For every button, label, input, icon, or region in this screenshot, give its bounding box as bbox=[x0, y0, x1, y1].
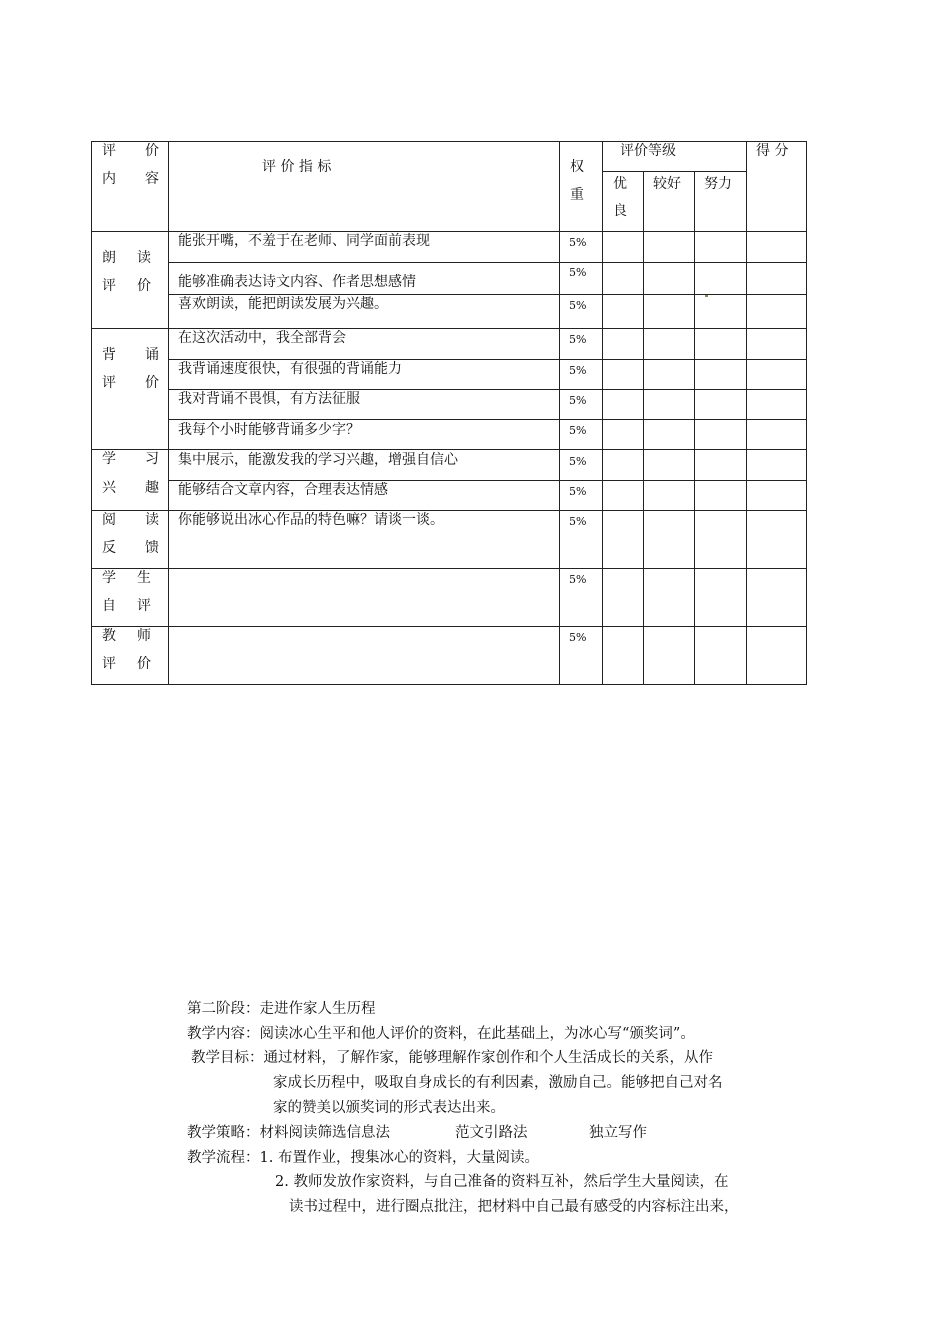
teaching-goal-line-2: 家成长历程中，吸取自身成长的有利因素，激励自己。能够把自己对名 bbox=[273, 1075, 723, 1091]
group-label-char: 趣 bbox=[145, 480, 159, 496]
group-label-char: 馈 bbox=[145, 540, 159, 556]
group-label-char: 阅 bbox=[102, 512, 116, 528]
group-label-char: 习 bbox=[145, 451, 159, 467]
group-label-char: 读 bbox=[145, 512, 159, 528]
weight-value: 5% bbox=[569, 573, 587, 586]
indicator-text: 能够结合文章内容，合理表达情感 bbox=[178, 482, 388, 498]
teaching-goal-line-3: 家的赞美以颁奖词的形式表达出来。 bbox=[273, 1100, 505, 1116]
weight-value: 5% bbox=[569, 515, 587, 528]
teaching-strategy: 教学策略：材料阅读筛选信息法 bbox=[187, 1125, 390, 1141]
group-label-char: 评 bbox=[102, 656, 116, 672]
indicator-text: 能够准确表达诗文内容、作者思想感情 bbox=[178, 274, 416, 290]
indicator-text: 我每个小时能够背诵多少字？ bbox=[178, 422, 360, 438]
weight-value: 5% bbox=[569, 424, 587, 437]
header-indicator: 评 价 指 标 bbox=[262, 159, 332, 175]
indicator-text: 喜欢朗读，能把朗读发展为兴趣。 bbox=[178, 296, 388, 312]
group-label-char: 朗 bbox=[102, 250, 116, 266]
header-content-char: 容 bbox=[145, 171, 159, 187]
group-label-char: 自 bbox=[102, 598, 116, 614]
indicator-text: 我背诵速度很快，有很强的背诵能力 bbox=[178, 361, 402, 377]
grade-excellent-char: 优 bbox=[613, 176, 627, 192]
indicator-text: 集中展示，能激发我的学习兴趣，增强自信心 bbox=[178, 452, 458, 468]
weight-value: 5% bbox=[569, 364, 587, 377]
teaching-content: 教学内容：阅读冰心生平和他人评价的资料，在此基础上，为冰心写“颁奖词”。 bbox=[187, 1026, 695, 1042]
grade-good: 较好 bbox=[653, 176, 681, 192]
indicator-text: 你能够说出冰心作品的特色嘛？请谈一谈。 bbox=[178, 512, 444, 528]
group-label-char: 读 bbox=[137, 250, 151, 266]
group-label-char: 评 bbox=[102, 278, 116, 294]
group-label-char: 学 bbox=[102, 570, 116, 586]
weight-value: 5% bbox=[569, 266, 587, 279]
group-label-char: 价 bbox=[137, 278, 151, 294]
group-label-char: 价 bbox=[137, 656, 151, 672]
group-label-char: 教 bbox=[102, 628, 116, 644]
teaching-flow-2: 2. 教师发放作家资料，与自己准备的资料互补，然后学生大量阅读，在 bbox=[275, 1174, 729, 1190]
teaching-flow-3: 读书过程中，进行圈点批注，把材料中自己最有感受的内容标注出来， bbox=[289, 1199, 739, 1215]
weight-value: 5% bbox=[569, 394, 587, 407]
indicator-text: 我对背诵不畏惧，有方法征服 bbox=[178, 391, 360, 407]
header-score: 得 分 bbox=[756, 143, 789, 159]
weight-value: 5% bbox=[569, 299, 587, 312]
group-label-char: 学 bbox=[102, 451, 116, 467]
grade-excellent-char: 良 bbox=[613, 203, 627, 219]
group-label-char: 师 bbox=[137, 628, 151, 644]
group-label-char: 价 bbox=[145, 375, 159, 391]
weight-value: 5% bbox=[569, 333, 587, 346]
indicator-text: 能张开嘴，不羞于在老师、同学面前表现 bbox=[178, 233, 430, 249]
group-label-char: 生 bbox=[137, 570, 151, 586]
indicator-text: 在这次活动中，我全部背会 bbox=[178, 330, 346, 346]
group-label-char: 评 bbox=[137, 598, 151, 614]
stage-title: 第二阶段：走进作家人生历程 bbox=[187, 1001, 376, 1017]
header-content-char: 内 bbox=[102, 171, 116, 187]
weight-value: 5% bbox=[569, 631, 587, 644]
header-content-char: 评 bbox=[102, 143, 116, 159]
group-label-char: 反 bbox=[102, 540, 116, 556]
speck-mark bbox=[705, 295, 708, 297]
header-grade: 评价等级 bbox=[620, 143, 676, 159]
teaching-flow-1: 教学流程：1. 布置作业，搜集冰心的资料，大量阅读。 bbox=[187, 1150, 539, 1166]
weight-value: 5% bbox=[569, 236, 587, 249]
group-label-char: 评 bbox=[102, 375, 116, 391]
header-weight-char: 权 bbox=[570, 159, 584, 175]
grade-effort: 努力 bbox=[704, 176, 732, 192]
teaching-strategy-2: 范文引路法 bbox=[455, 1125, 528, 1141]
teaching-strategy-3: 独立写作 bbox=[589, 1125, 647, 1141]
header-weight-char: 重 bbox=[570, 187, 584, 203]
weight-value: 5% bbox=[569, 485, 587, 498]
group-label-char: 兴 bbox=[102, 480, 116, 496]
weight-value: 5% bbox=[569, 455, 587, 468]
teaching-goal-line-1: 教学目标：通过材料，了解作家，能够理解作家创作和个人生活成长的关系，从作 bbox=[191, 1050, 713, 1066]
group-label-char: 诵 bbox=[145, 347, 159, 363]
group-label-char: 背 bbox=[102, 347, 116, 363]
header-content-char: 价 bbox=[145, 143, 159, 159]
